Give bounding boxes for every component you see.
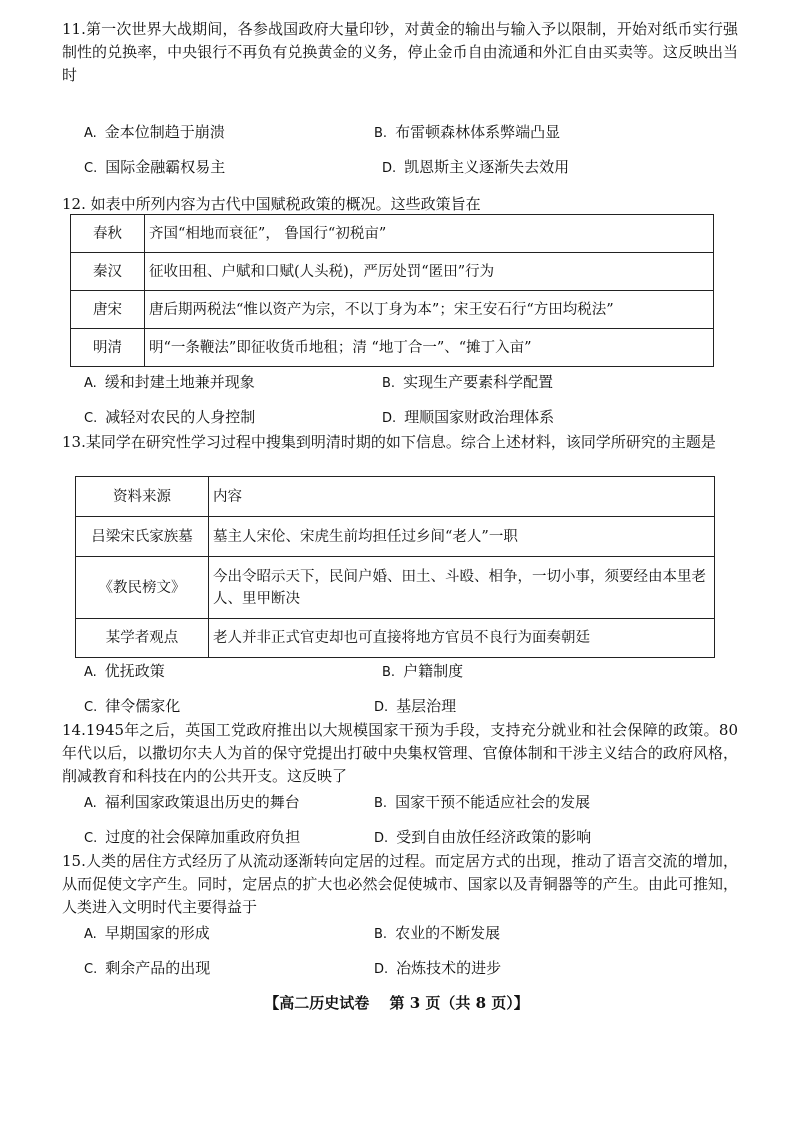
- period-cell: 春秋: [71, 215, 145, 253]
- q11-option-a[interactable]: A. 金本位制趋于崩溃: [84, 123, 225, 141]
- q15-option-d[interactable]: D. 冶炼技术的进步: [374, 959, 502, 977]
- period-cell: 唐宋: [71, 291, 145, 329]
- table-header-row: [76, 477, 715, 517]
- page-footer: 【高二历史试卷 第 3 页（共 8 页）】: [264, 994, 529, 1012]
- q12-option-a[interactable]: A. 缓和封建土地兼并现象: [84, 373, 255, 391]
- question-13-stem: 13.某同学在研究性学习过程中搜集到明清时期的如下信息。综合上述材料，该同学所研究的主题是: [62, 433, 716, 451]
- table-row: [76, 619, 715, 658]
- q15-option-b[interactable]: B. 农业的不断发展: [374, 924, 501, 942]
- q11-option-d[interactable]: D. 凯恩斯主义逐渐失去效用: [382, 158, 570, 176]
- period-cell: 明清: [71, 329, 145, 367]
- table-row: [71, 253, 714, 291]
- q13-option-a[interactable]: A. 优抚政策: [84, 662, 165, 680]
- source-info-table: [75, 476, 715, 658]
- table-row: [76, 557, 715, 619]
- content-header: 内容: [209, 477, 715, 517]
- q12-option-d[interactable]: D. 理顺国家财政治理体系: [382, 408, 555, 426]
- q14-option-d[interactable]: D. 受到自由放任经济政策的影响: [374, 828, 592, 846]
- source-header: 资料来源: [76, 477, 209, 517]
- q12-option-c[interactable]: C. 减轻对农民的人身控制: [84, 408, 256, 426]
- content-cell: 墓主人宋伦、宋虎生前均担任过乡间“老人”一职: [209, 517, 715, 557]
- question-15-stem: 15.人类的居住方式经历了从流动逐渐转向定居的过程。而定居方式的出现，推动了语言交流的增加，从而促使文字产生。同时，定居点的扩大也必然会促使城市、国家以及青铜器等的产生。由此可推知，人类进入文明时代主要得益于: [62, 852, 738, 916]
- q13-option-c[interactable]: C. 律令儒家化: [84, 697, 181, 715]
- content-cell: 明“一条鞭法”即征收货币地租；清 “地丁合一”、“摊丁入亩”: [145, 329, 714, 367]
- content-cell: 征收田租、户赋和口赋(人头税)，严厉处罚“匿田”行为: [145, 253, 714, 291]
- question-12-stem: 12. 如表中所列内容为古代中国赋税政策的概况。这些政策旨在: [62, 195, 481, 213]
- q15-option-a[interactable]: A. 早期国家的形成: [84, 924, 210, 942]
- q12-option-b[interactable]: B. 实现生产要素科学配置: [382, 373, 554, 391]
- q11-option-b[interactable]: B. 布雷顿森林体系弊端凸显: [374, 123, 561, 141]
- question-11-stem: 11.第一次世界大战期间，各参战国政府大量印钞，对黄金的输出与输入予以限制，开始对纸币实行强制性的兑换率，中央银行不再负有兑换黄金的义务，停止金币自由流通和外汇自由买卖等。这反映出当时: [62, 20, 738, 84]
- period-cell: 秦汉: [71, 253, 145, 291]
- q13-option-b[interactable]: B. 户籍制度: [382, 662, 464, 680]
- content-cell: 今出令昭示天下，民间户婚、田土、斗殴、相争，一切小事，须要经由本里老人、里甲断决: [209, 557, 715, 619]
- q13-option-d[interactable]: D. 基层治理: [374, 697, 457, 715]
- source-cell: 《教民榜文》: [76, 557, 209, 619]
- q14-option-c[interactable]: C. 过度的社会保障加重政府负担: [84, 828, 301, 846]
- table-row: [76, 517, 715, 557]
- source-cell: 某学者观点: [76, 619, 209, 658]
- content-cell: 齐国“相地而衰征”， 鲁国行“初税亩”: [145, 215, 714, 253]
- q14-option-a[interactable]: A. 福利国家政策退出历史的舞台: [84, 793, 300, 811]
- content-cell: 唐后期两税法“惟以资产为宗，不以丁身为本”；宋王安石行“方田均税法”: [145, 291, 714, 329]
- content-cell: 老人并非正式官吏却也可直接将地方官员不良行为面奏朝廷: [209, 619, 715, 658]
- question-14-stem: 14.1945年之后，英国工党政府推出以大规模国家干预为手段，支持充分就业和社会保障的政策。80年代以后，以撒切尔夫人为首的保守党提出打破中央集权管理、官僚体制和干涉主义结合的政府风格，削减教育和科技在内的公共开支。这反映了: [62, 721, 738, 785]
- source-cell: 吕梁宋氏家族墓: [76, 517, 209, 557]
- table-row: [71, 329, 714, 367]
- table-row: [71, 291, 714, 329]
- table-row: [71, 215, 714, 253]
- q14-option-b[interactable]: B. 国家干预不能适应社会的发展: [374, 793, 591, 811]
- q15-option-c[interactable]: C. 剩余产品的出现: [84, 959, 211, 977]
- q11-option-c[interactable]: C. 国际金融霸权易主: [84, 158, 226, 176]
- tax-policy-table: [70, 214, 714, 367]
